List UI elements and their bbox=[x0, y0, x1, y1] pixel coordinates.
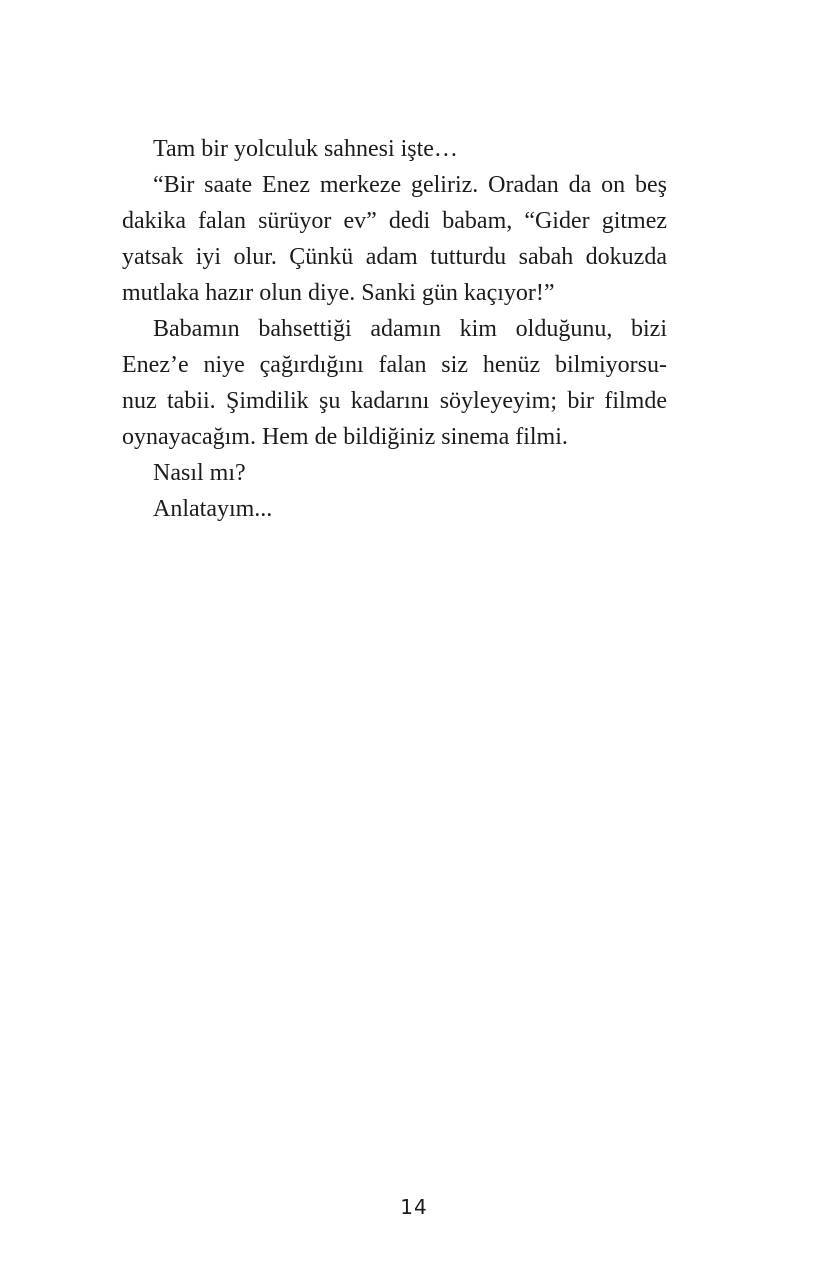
text-line: “Bir saate Enez merkeze geliriz. Oradan da on beş bbox=[153, 172, 667, 198]
text-line: mutlaka hazır olun diye. Sanki gün kaçıyor!” bbox=[122, 280, 555, 306]
text-line: Nasıl mı? bbox=[153, 460, 246, 486]
text-line: yatsak iyi olur. Çünkü adam tutturdu sabah dokuzda bbox=[122, 244, 667, 270]
page-number: 14 bbox=[400, 1195, 428, 1219]
text-line: Tam bir yolculuk sahnesi işte… bbox=[153, 136, 458, 162]
text-line: dakika falan sürüyor ev” dedi babam, “Gider gitmez bbox=[122, 208, 667, 234]
text-line: Enez’e niye çağırdığını falan siz henüz bilmiyorsu- bbox=[122, 352, 667, 378]
text-line: nuz tabii. Şimdilik şu kadarını söyleyeyim; bir filmde bbox=[122, 388, 667, 414]
text-line: Babamın bahsettiği adamın kim olduğunu, bizi bbox=[153, 316, 667, 342]
body-text bbox=[122, 131, 667, 527]
text-line: Anlatayım... bbox=[153, 496, 273, 522]
text-line: oynayacağım. Hem de bildiğiniz sinema filmi. bbox=[122, 424, 568, 450]
